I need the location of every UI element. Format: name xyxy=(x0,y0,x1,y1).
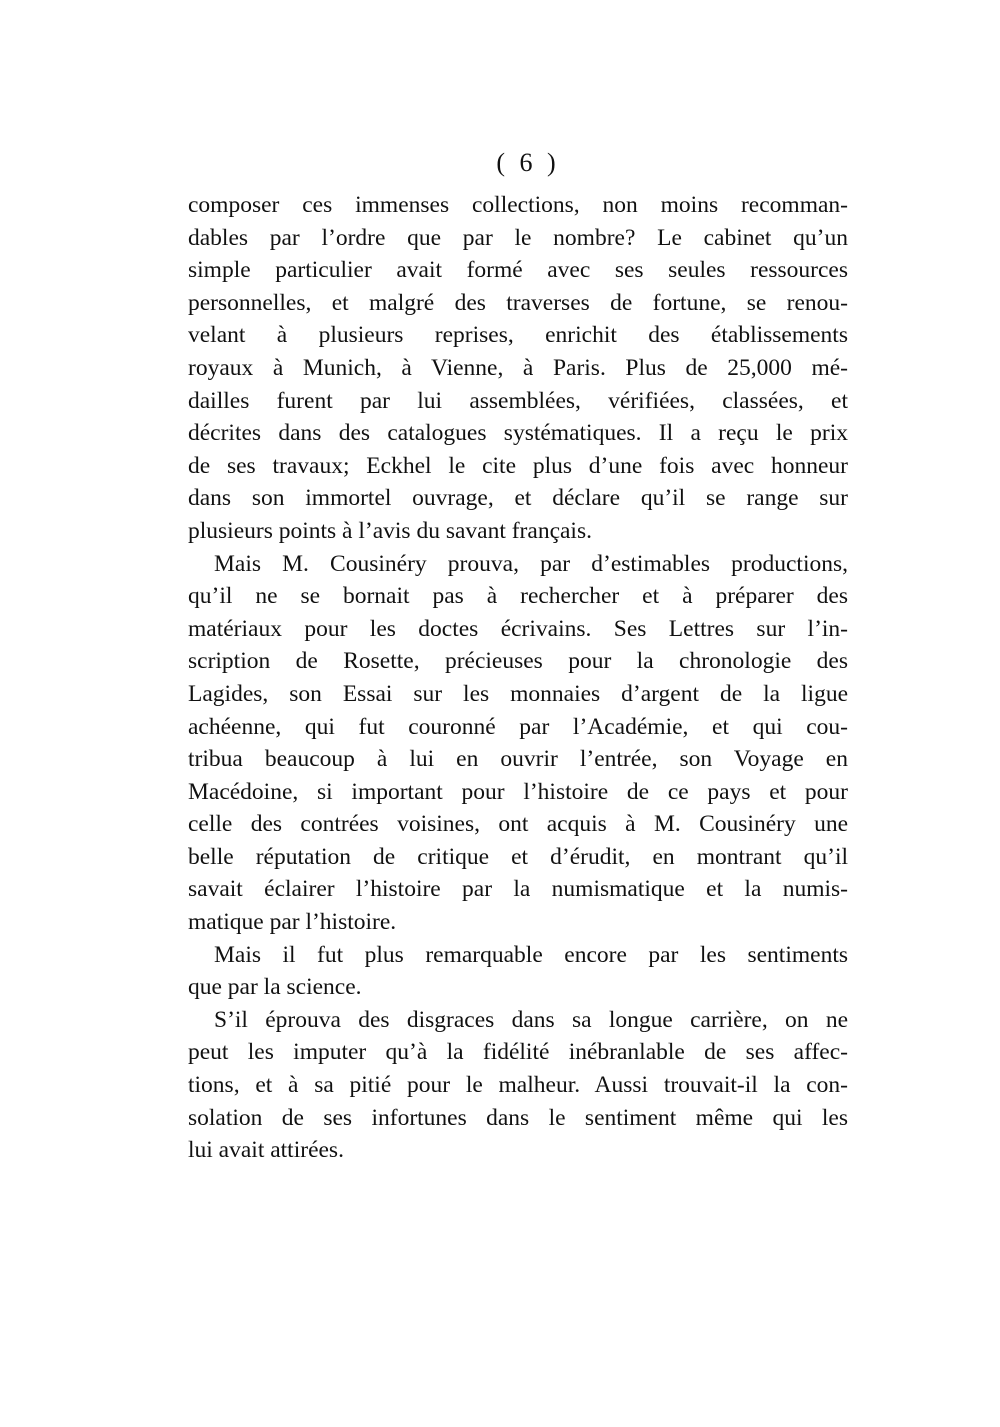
paragraph-end-line: lui avait attirées. xyxy=(188,1137,344,1164)
text-line: dailles furent par lui assemblées, vérifiées, classées, et xyxy=(188,387,848,414)
text-line: celle des contrées voisines, ont acquis à M. Cousinéry une xyxy=(188,811,848,838)
text-line: royaux à Munich, à Vienne, à Paris. Plus de 25,000 mé- xyxy=(188,354,848,381)
text-line: qu’il ne se bornait pas à rechercher et à préparer des xyxy=(188,583,848,610)
text-line: décrites dans des catalogues systématiques. Il a reçu le prix xyxy=(188,420,848,447)
text-line: composer ces immenses collections, non moins recomman- xyxy=(188,192,848,218)
paragraph-end-line: matique par l’histoire. xyxy=(188,909,397,936)
paragraph-end-line: plusieurs points à l’avis du savant français. xyxy=(188,517,592,544)
text-line: velant à plusieurs reprises, enrichit des établissements xyxy=(188,322,848,349)
text-line: de ses travaux; Eckhel le cite plus d’une fois avec honneur xyxy=(188,452,848,479)
text-line: peut les imputer qu’à la fidélité inébranlable de ses affec- xyxy=(188,1039,848,1066)
paragraph-start-line: Mais il fut plus remarquable encore par les sentiments xyxy=(214,941,848,968)
text-line: tions, et à sa pitié pour le malheur. Aussi trouvait-il la con- xyxy=(188,1072,848,1099)
text-line: achéenne, qui fut couronné par l’Académie, et qui cou- xyxy=(188,713,848,740)
page-number: ( 6 ) xyxy=(496,148,560,177)
text-line: dables par l’ordre que par le nombre? Le cabinet qu’un xyxy=(188,224,848,251)
text-line: simple particulier avait formé avec ses seules ressources xyxy=(188,257,848,284)
text-line: savait éclairer l’histoire par la numismatique et la numis- xyxy=(188,876,848,903)
text-line: matériaux pour les doctes écrivains. Ses Lettres sur l’in- xyxy=(188,615,848,642)
text-line: belle réputation de critique et d’érudit, en montrant qu’il xyxy=(188,843,848,870)
body-text xyxy=(188,189,848,1167)
paragraph-end-line: que par la science. xyxy=(188,974,362,1001)
paragraph-start-line: S’il éprouva des disgraces dans sa longue carrière, on ne xyxy=(214,1006,848,1033)
text-line: personnelles, et malgré des traverses de fortune, se renou- xyxy=(188,289,848,316)
paragraph-start-line: Mais M. Cousinéry prouva, par d’estimables productions, xyxy=(214,550,848,577)
text-line: scription de Rosette, précieuses pour la chronologie des xyxy=(188,648,848,675)
text-line: tribua beaucoup à lui en ouvrir l’entrée, son Voyage en xyxy=(188,746,848,773)
text-line: Lagides, son Essai sur les monnaies d’argent de la ligue xyxy=(188,680,848,707)
text-line: Macédoine, si important pour l’histoire de ce pays et pour xyxy=(188,778,848,805)
text-line: solation de ses infortunes dans le sentiment même qui les xyxy=(188,1104,848,1131)
text-line: dans son immortel ouvrage, et déclare qu’il se range sur xyxy=(188,485,848,512)
